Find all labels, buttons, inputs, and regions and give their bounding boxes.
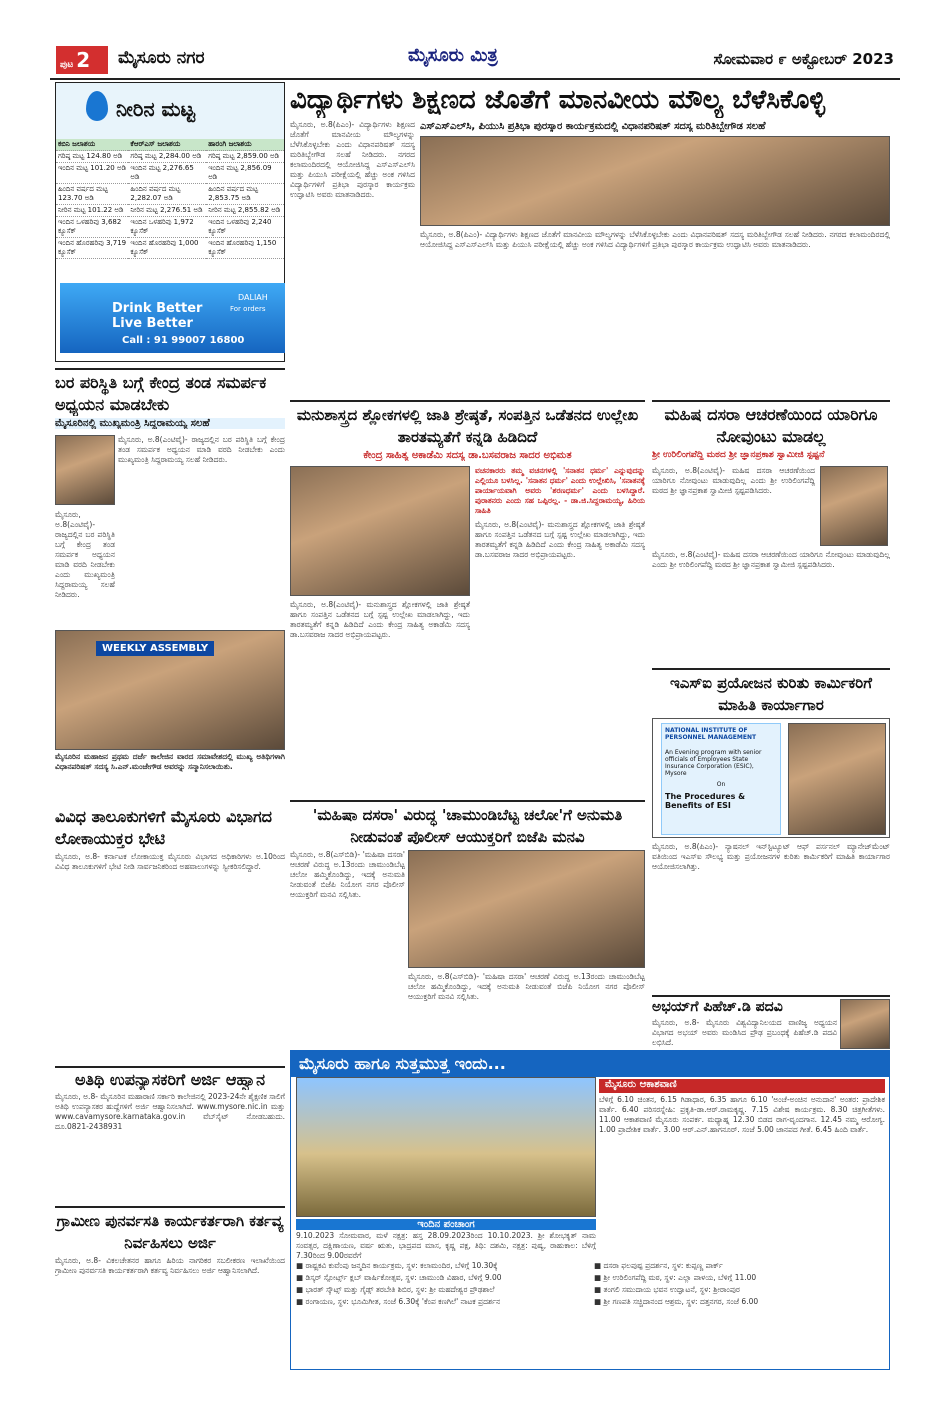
- drought-headline: ಬರ ಪರಿಸ್ಥಿತಿ ಬಗ್ಗೆ ಕೇಂದ್ರ ತಂಡ ಸಮರ್ಪಕ ಅಧ್ಯಯನ ಮಾಡಬೇಕು: [55, 373, 267, 414]
- rural-body: ಮೈಸೂರು, ಅ.8- ವಿಕಲಚೇತನರ ಹಾಗೂ ಹಿರಿಯ ನಾಗರಿಕರ ಸಬಲೀಕರಣ ಇಲಾಖೆಯಿಂದ ಗ್ರಾಮೀಣ ಪುನರ್ವಸತಿ ಕಾರ್ಯಕರ್ತರಾಗಿ ಕರ್ತವ್ಯ ನಿರ್ವಹಿಸಲು ಅರ್ಜಿ ಆಹ್ವಾನಿಸಲಾಗಿದೆ.: [55, 1256, 285, 1275]
- page-number: 2: [76, 48, 91, 72]
- award-ceremony-photo: [420, 136, 890, 226]
- manu-headline: ಮನುಶಾಸ್ತ್ರದ ಶ್ಲೋಕಗಳಲ್ಲಿ ಜಾತಿ ಶ್ರೇಷ್ಠತೆ, ಸಂಪತ್ತಿನ ಒಡೆತನದ ಉಲ್ಲೇಖ ತಾರತಮ್ಯತೆಗೆ ಕನ್ನಡಿ ಹಿಡಿದಿದೆ: [296, 406, 639, 446]
- page-number-badge: [56, 46, 108, 74]
- water-drop-icon: [86, 91, 108, 121]
- mahisha-body-2: ಮೈಸೂರು, ಅ.8(ಎಂಟಿವೈ)- ಮಹಿಷ ದಸರಾ ಆಚರಣೆಯಿಂದ ಯಾರಿಗೂ ನೋವುಂಟು ಮಾಡುವುದಿಲ್ಲ ಎಂದು ಶ್ರೀ ಉರಿಲಿಂಗಪೆದ್ದಿ ಮಠದ ಶ್ರೀ ಜ್ಞಾನಪ್ರಕಾಶ ಸ್ವಾಮೀಜಿ ಸ್ಪಷ್ಟಪಡಿಸಿದರು.: [652, 550, 890, 569]
- cell: ಇಂದಿನ ಒಳಹರಿವು 3,682 ಕ್ಯೂಸೆಕ್: [56, 217, 128, 238]
- chamundi-body: ಮೈಸೂರು, ಅ.8(ಎಸ್‌ಬಿಡಿ)- 'ಮಹಿಷಾ ದಸರಾ' ಆಚರಣೆ ವಿರುದ್ಧ ಅ.13ರಂದು ಚಾಮುಂಡಿಬೆಟ್ಟ ಚಲೋ ಹಮ್ಮಿಕೊಂಡಿದ್ದು, ಇದಕ್ಕೆ ಅನುಮತಿ ನೀಡುವಂತೆ ಬಿಜೆಪಿ ನಿಯೋಗ ನಗರ ಪೊಲೀಸ್ ಆಯುಕ್ತರಿಗೆ ಮನವಿ ಸಲ್ಲಿಸಿತು.: [290, 850, 405, 899]
- chamundi-body-2: ಮೈಸೂರು, ಅ.8(ಎಸ್‌ಬಿಡಿ)- 'ಮಹಿಷಾ ದಸರಾ' ಆಚರಣೆ ವಿರುದ್ಧ ಅ.13ರಂದು ಚಾಮುಂಡಿಬೆಟ್ಟ ಚಲೋ ಹಮ್ಮಿಕೊಂಡಿದ್ದು, ಇದಕ್ಕೆ ಅನುಮತಿ ನೀಡುವಂತೆ ಬಿಜೆಪಿ ನಿಯೋಗ ನಗರ ಪೊಲೀಸ್ ಆಯುಕ್ತರಿಗೆ ಮನವಿ ಸಲ್ಲಿಸಿತು.: [408, 972, 645, 1001]
- page-label: ಪುಟ: [60, 60, 74, 70]
- cell: ಹಿಂದಿನ ವರ್ಷದ ಮಟ್ಟ 2,282.07 ಅಡಿ: [128, 184, 206, 205]
- radio-schedule: ಬೆಳಿಗ್ಗೆ 6.10 ಚಿಂತನ, 6.15 ಗಿಡಾಧಾರ, 6.35 ಹಾಗೂ 6.10 'ಅಂಚೆ-ಅಂಚಿನ ಅನುದಾನ' ಅಂತರ: ಪ್ರಾದೇಶಿಕ ವಾರ್ತೆ. 6.40 ಪರಿಸರಸ್ನೇಹಿ: ಪ್ರಕೃತಿ-ಡಾ.ಆರ್.ರಾಮಕೃಷ್ಣ. 7.15 ವಿಶೇಷ ಕಾರ್ಯಕ್ರಮ. 8.30 ಚಿತ್ರಗೀತೆಗಳು. 11.00 ಆಕಾಶವಾಣಿ ಮೈಸೂರು ಸಂಪರ್ಕ. ಮಧ್ಯಾಹ್ನ 12.30 ಬಿಡದ ರಾಗ-ವೃಂದಗಾನ. 12.45 ನಮ್ಮ ಆರೋಗ್ಯ. 1.00 ಪ್ರಾದೇಶಿಕ ವಾರ್ತೆ. 3.00 ಆರ್.ಎನ್.ಹಾಗನೂರ್. ಸಂಜೆ 5.00 ಜಾನಪದ ಗೀತೆ. 6.45 ಹಿಂದಿ ವಾರ್ತೆ.: [599, 1095, 885, 1134]
- col-head: ಕೆಆರ್‌ಎಸ್ ಜಲಾಶಯ: [128, 139, 206, 151]
- col-head: ಹಾರಂಗಿ ಜಲಾಶಯ: [206, 139, 284, 151]
- cm-portrait-photo: [55, 435, 115, 505]
- event-item: ■ ದಸರಾ ಫಲಪುಷ್ಪ ಪ್ರದರ್ಶನ, ಸ್ಥಳ: ಕುಪ್ಪಣ್ಣ ಪಾರ್ಕ್: [594, 1261, 723, 1270]
- ad-order: For orders: [230, 305, 266, 313]
- phd-headline: ಅಭಯ್‌ಗೆ ಪಿಹೆಚ್.ಡಿ ಪದವಿ: [652, 999, 783, 1015]
- esi-banner-bottom: The Procedures & Benefits of ESI: [665, 792, 746, 810]
- masthead: ಮೈಸೂರು ಮಿತ್ರ: [408, 45, 498, 66]
- swamiji-photo: [820, 466, 888, 546]
- section-title: ಮೈಸೂರು ನಗರ: [118, 48, 205, 68]
- mahisha-body: ಮೈಸೂರು, ಅ.8(ಎಂಟಿವೈ)- ಮಹಿಷ ದಸರಾ ಆಚರಣೆಯಿಂದ ಯಾರಿಗೂ ನೋವುಂಟು ಮಾಡುವುದಿಲ್ಲ ಎಂದು ಶ್ರೀ ಉರಿಲಿಂಗಪೆದ್ದಿ ಮಠದ ಶ್ರೀ ಜ್ಞಾನಪ್ರಕಾಶ ಸ್ವಾಮೀಜಿ ಸ್ಪಷ್ಟಪಡಿಸಿದರು.: [652, 466, 815, 495]
- cell: ನೀರಿನ ಮಟ್ಟ 101.22 ಅಡಿ: [56, 205, 128, 217]
- main-body: ಮೈಸೂರು, ಅ.8(ಪಿಎಂ)- ವಿದ್ಯಾರ್ಥಿಗಳು ಶಿಕ್ಷಣದ ಜೊತೆಗೆ ಮಾನವೀಯ ಮೌಲ್ಯಗಳನ್ನು ಬೆಳೆಸಿಕೊಳ್ಳಬೇಕು ಎಂದು ವಿಧಾನಪರಿಷತ್ ಸದಸ್ಯ ಮರಿತಿಬ್ಬೇಗೌಡ ಸಲಹೆ ನೀಡಿದರು. ನಗರದ ಕಲಾಮಂದಿರದಲ್ಲಿ ಆಯೋಜಿಸಿದ್ದ ಎಸ್‌ಎಸ್‌ಎಲ್‌ಸಿ ಮತ್ತು ಪಿಯುಸಿ ಪರೀಕ್ಷೆಯಲ್ಲಿ ಹೆಚ್ಚು ಅಂಕ ಗಳಿಸಿದ ವಿದ್ಯಾರ್ಥಿಗಳಿಗೆ ಪ್ರತಿಭಾ ಪುರಸ್ಕಾರ ಕಾರ್ಯಕ್ರಮ ಉದ್ಘಾಟಿಸಿ ಅವರು ಮಾತನಾಡಿದರು.: [290, 120, 415, 199]
- assembly-photo: [55, 630, 285, 750]
- cell: ಗರಿಷ್ಠ ಮಟ್ಟ 2,859.00 ಅಡಿ: [206, 151, 284, 163]
- mahisha-sub: ಶ್ರೀ ಉರಿಲಿಂಗಪೆದ್ದಿ ಮಠದ ಶ್ರೀ ಜ್ಞಾನಪ್ರಕಾಶ ಸ್ವಾಮೀಜಿ ಸ್ಪಷ್ಟನೆ: [652, 450, 825, 460]
- cell: ನೀರಿನ ಮಟ್ಟ 2,855.82 ಅಡಿ: [206, 205, 284, 217]
- event-item: ■ ಡಿಸ್ಕರ್ ಸ್ಪೋರ್ಟ್ಸ್ ಕ್ಲಬ್ ವಾರ್ಷಿಕೋತ್ಸವ, ಸ್ಥಳ: ಚಾಮುಂಡಿ ವಿಹಾರ, ಬೆಳಿಗ್ಗೆ 9.00: [296, 1273, 502, 1282]
- cell: ಗರಿಷ್ಠ ಮಟ್ಟ 2,284.00 ಅಡಿ: [128, 151, 206, 163]
- abhay-photo: [840, 999, 890, 1049]
- cell: ನೀರಿನ ಮಟ್ಟ 2,276.51 ಅಡಿ: [128, 205, 206, 217]
- ad-brand: DALIAH: [238, 293, 268, 302]
- main-headline: ವಿದ್ಯಾರ್ಥಿಗಳು ಶಿಕ್ಷಣದ ಜೊತೆಗೆ ಮಾನವೀಯ ಮೌಲ್ಯ ಬೆಳೆಸಿಕೊಳ್ಳಿ: [290, 85, 826, 115]
- water-level-header: [56, 83, 284, 139]
- lokayukta-body: ಮೈಸೂರು, ಅ.8- ಕರ್ನಾಟಕ ಲೋಕಾಯುಕ್ತ ಮೈಸೂರು ವಿಭಾಗದ ಅಧಿಕಾರಿಗಳು ಅ.10ರಿಂದ ವಿವಿಧ ತಾಲೂಕುಗಳಿಗೆ ಭೇಟಿ ನೀಡಿ ಸಾರ್ವಜನಿಕರಿಂದ ಅಹವಾಲುಗಳನ್ನು ಸ್ವೀಕರಿಸಲಿದ್ದಾರೆ.: [55, 852, 285, 871]
- esi-banner-mid: An Evening program with senior officials of Employees State Insurance Corporation (ESIC), Mysore: [665, 749, 762, 777]
- issue-date: ಸೋಮವಾರ ೯ ಅಕ್ಟೋಬರ್ 2023: [713, 50, 894, 68]
- main-subheadline: ಎಸ್‌ಎಸ್‌ಎಲ್‌ಸಿ, ಪಿಯುಸಿ ಪ್ರತಿಭಾ ಪುರಸ್ಕಾರ ಕಾರ್ಯಕ್ರಮದಲ್ಲಿ ವಿಧಾನಪರಿಷತ್ ಸದಸ್ಯ ಮರಿತಿಬ್ಬೇಗೌಡ ಸಲಹೆ: [420, 121, 766, 132]
- cell: ಇಂದಿನ ಹೊರಹರಿವು 1,150 ಕ್ಯೂಸೆಕ್: [206, 238, 284, 259]
- lokayukta-headline: ವಿವಿಧ ತಾಲೂಕುಗಳಿಗೆ ಮೈಸೂರು ವಿಭಾಗದ ಲೋಕಾಯುಕ್ತರ ಭೇಟಿ: [55, 807, 273, 848]
- panchanga-text: 9.10.2023 ಸೋಮವಾರ, ಮಳೆ ನಕ್ಷತ್ರ: ಹಸ್ತ 28.09.2023ರಿಂದ 10.10.2023. ಶ್ರೀ ಶೋಭಕೃತ್ ನಾಮ ಸಂವತ್ಸರ, ದಕ್ಷಿಣಾಯಣ, ವರ್ಷ ಋತು, ಭಾದ್ರಪದ ಮಾಸ, ಕೃಷ್ಣ ಪಕ್ಷ, ತಿಥಿ: ದಶಮಿ, ನಕ್ಷತ್ರ: ಪುಷ್ಯ, ರಾಹುಕಾಲ: ಬೆಳಿಗ್ಗೆ 7.30ರಿಂದ 9.00ರವರೆಗೆ: [296, 1231, 596, 1259]
- guest-headline: ಅತಿಥಿ ಉಪನ್ಯಾಸಕರಿಗೆ ಅರ್ಜಿ ಆಹ್ವಾನ: [75, 1070, 265, 1089]
- water-bottle-ad: [60, 283, 285, 353]
- mysore-palace-photo: [296, 1077, 596, 1217]
- cell: ಇಂದಿನ ಹೊರಹರಿವು 3,719 ಕ್ಯೂಸೆಕ್: [56, 238, 128, 259]
- event-item: ■ ತಂಗಲಿ ಸಮುದಾಯ ಭವನ ಉದ್ಘಾಟನೆ, ಸ್ಥಳ: ಶ್ರೀರಾಂಪುರ: [594, 1285, 740, 1294]
- today-banner: ಮೈಸೂರು ಹಾಗೂ ಸುತ್ತಮುತ್ತ ಇಂದು...: [291, 1051, 889, 1077]
- ad-phone: Call : 91 99007 16800: [122, 335, 245, 346]
- drought-sub: ಮೈಸೂರಿನಲ್ಲಿ ಮುಖ್ಯಮಂತ್ರಿ ಸಿದ್ದರಾಮಯ್ಯ ಸಲಹೆ: [55, 418, 285, 429]
- rural-headline: ಗ್ರಾಮೀಣ ಪುನರ್ವಸತಿ ಕಾರ್ಯಕರ್ತರಾಗಿ ಕರ್ತವ್ಯ ನಿರ್ವಹಿಸಲು ಅರ್ಜಿ: [56, 1212, 284, 1252]
- water-level-title: ನೀರಿನ ಮಟ್ಟ: [116, 97, 196, 121]
- event-item: ■ ಶ್ರೀ ಉರಿಲಿಂಗಪೆದ್ದಿ ಮಠ, ಸ್ಥಳ: ಎಲ್ಲಾ ಪಾಳಯ, ಬೆಳಿಗ್ಗೆ 11.00: [594, 1273, 757, 1282]
- assembly-caption: ಮೈಸೂರಿನ ಮಹಾಜನ ಪ್ರಥಮ ದರ್ಜೆ ಕಾಲೇಜಿನ ವಾರದ ಸಮಾವೇಶದಲ್ಲಿ ಮುಖ್ಯ ಅತಿಥಿಗಳಾಗಿ ವಿಧಾನಪರಿಷತ್ ಸದಸ್ಯ ಸಿ.ಎನ್.ಮಂಜೇಗೌಡ ಅವರನ್ನು ಸನ್ಮಾನಿಸಲಾಯಿತು.: [55, 752, 285, 771]
- event-item: ■ ಶ್ರೀ ಗಣಪತಿ ಸಚ್ಚಿದಾನಂದ ಆಶ್ರಮ, ಸ್ಥಳ: ದತ್ತನಗರ, ಸಂಜೆ 6.00: [594, 1297, 759, 1306]
- event-item: ■ ರಂಗಾಯಣ, ಸ್ಥಳ: ಭೂಮಿಗೀತ, ಸಂಜೆ 6.30ಕ್ಕೆ 'ಕೆಂಪ ಕಣಗಿಲೆ' ನಾಟಕ ಪ್ರದರ್ಶನ: [296, 1297, 501, 1306]
- manu-quote: ವಚನಕಾರರು ತಮ್ಮ ವಚನಗಳಲ್ಲಿ 'ಸನಾತನ ಧರ್ಮ' ಎನ್ನುವುದನ್ನು ಎಲ್ಲಿಯೂ ಬಳಸಿಲ್ಲ. 'ಸನಾತನ ಧರ್ಮ' ಎಂದು ಉಲ್ಲೇಖಿಸಿ, 'ಸನಾತನಕ್ಕೆ ಪಾರ್ಯಾಯವಾಗಿ ಅವರು 'ಶರಣಧರ್ಮ' ಎಂದು ಬಳಸಿದ್ದಾರೆ. ಪುರಾತನರು ಎಂದು ಸಹ ಒಪ್ಪಿರಲ್ಲ. - ಡಾ.ಜಿ.ಸಿದ್ದರಾಮಯ್ಯ, ಹಿರಿಯ ಸಾಹಿತಿ: [475, 466, 645, 515]
- guest-body: ಮೈಸೂರು, ಅ.8- ಮೈಸೂರಿನ ಮಹಾರಾಣಿ ಸರ್ಕಾರಿ ಕಾಲೇಜಿನಲ್ಲಿ 2023-24ನೇ ಶೈಕ್ಷಣಿಕ ಸಾಲಿಗೆ ಅತಿಥಿ ಉಪನ್ಯಾಸಕರ ಹುದ್ದೆಗಳಿಗೆ ಅರ್ಜಿ ಆಹ್ವಾನಿಸಲಾಗಿದೆ. www.mysore.nic.in ಮತ್ತು www.cavamysore.karnataka.gov.in ವೆಬ್‌ಸೈಟ್ ನೋಡಬಹುದು. ದೂ.0821-2438931: [55, 1092, 285, 1131]
- mahisha-headline: ಮಹಿಷ ದಸರಾ ಆಚರಣೆಯಿಂದ ಯಾರಿಗೂ ನೋವುಂಟು ಮಾಡಲ್ಲ: [664, 405, 878, 446]
- ad-line2: Live Better: [112, 316, 193, 331]
- today-box: [290, 1050, 890, 1370]
- water-level-table: [56, 139, 284, 259]
- cell: ಇಂದಿನ ಒಳಹರಿವು 2,240 ಕ್ಯೂಸೆಕ್: [206, 217, 284, 238]
- cell: ಇಂದಿನ ಒಳಹರಿವು 1,972 ಕ್ಯೂಸೆಕ್: [128, 217, 206, 238]
- esi-banner-top: NATIONAL INSTITUTE OF PERSONNEL MANAGEMENT: [665, 727, 757, 741]
- phd-body: ಮೈಸೂರು, ಅ.8- ಮೈಸೂರು ವಿಶ್ವವಿದ್ಯಾನಿಲಯದ ವಾಣಿಜ್ಯ ಅಧ್ಯಯನ ವಿಭಾಗದ ಅಭಯ್ ಅವರು ಮಂಡಿಸಿದ ಪ್ರೌಢ ಪ್ರಬಂಧಕ್ಕೆ ಪಿಹೆಚ್.ಡಿ ಪದವಿ ಲಭಿಸಿದೆ.: [652, 1018, 837, 1047]
- assembly-banner: WEEKLY ASSEMBLY: [96, 641, 214, 656]
- col-head: ಕಬಿನಿ ಜಲಾಶಯ: [56, 139, 128, 151]
- drought-body-2: ಮೈಸೂರು, ಅ.8(ಎಂಟಿವೈ)- ರಾಜ್ಯದಲ್ಲಿನ ಬರ ಪರಿಸ್ಥಿತಿ ಬಗ್ಗೆ ಕೇಂದ್ರ ತಂಡ ಸಮರ್ಪಕ ಅಧ್ಯಯನ ಮಾಡಿ ವರದಿ ನೀಡಬೇಕು ಎಂದು ಮುಖ್ಯಮಂತ್ರಿ ಸಿದ್ದರಾಮಯ್ಯ ಸಲಹೆ ನೀಡಿದರು.: [55, 510, 115, 599]
- event-item: ■ ರಾಷ್ಟ್ರಕವಿ ಕುವೆಂಪು ಜನ್ಮದಿನ ಕಾರ್ಯಕ್ರಮ, ಸ್ಥಳ: ಕಲಾಮಂದಿರ, ಬೆಳಿಗ್ಗೆ 10.30ಕ್ಕೆ: [296, 1261, 498, 1270]
- cell: ಇಂದಿನ ಮಟ್ಟ 2,856.09 ಅಡಿ: [206, 163, 284, 184]
- main-body-cont: ಮೈಸೂರು, ಅ.8(ಪಿಎಂ)- ವಿದ್ಯಾರ್ಥಿಗಳು ಶಿಕ್ಷಣದ ಜೊತೆಗೆ ಮಾನವೀಯ ಮೌಲ್ಯಗಳನ್ನು ಬೆಳೆಸಿಕೊಳ್ಳಬೇಕು ಎಂದು ವಿಧಾನಪರಿಷತ್ ಸದಸ್ಯ ಮರಿತಿಬ್ಬೇಗೌಡ ಸಲಹೆ ನೀಡಿದರು. ನಗರದ ಕಲಾಮಂದಿರದಲ್ಲಿ ಆಯೋಜಿಸಿದ್ದ ಎಸ್‌ಎಸ್‌ಎಲ್‌ಸಿ ಮತ್ತು ಪಿಯುಸಿ ಪರೀಕ್ಷೆಯಲ್ಲಿ ಹೆಚ್ಚು ಅಂಕ ಗಳಿಸಿದ ವಿದ್ಯಾರ್ಥಿಗಳಿಗೆ ಪ್ರತಿಭಾ ಪುರಸ್ಕಾರ ಕಾರ್ಯಕ್ರಮ ಉದ್ಘಾಟಿಸಿ ಅವರು ಮಾತನಾಡಿದರು.: [420, 230, 890, 249]
- esi-body: ಮೈಸೂರು, ಅ.8(ಪಿಎಂ)- ನ್ಯಾಷನಲ್ ಇನ್‌ಸ್ಟಿಟ್ಯೂಟ್ ಆಫ್ ಪರ್ಸನಲ್ ಮ್ಯಾನೇಜ್‌ಮೆಂಟ್ ವತಿಯಿಂದ ಇಎಸ್‌ಐ ಸೌಲಭ್ಯ ಮತ್ತು ಪ್ರಯೋಜನಗಳ ಕುರಿತು ಕಾರ್ಮಿಕರಿಗೆ ಮಾಹಿತಿ ಕಾರ್ಯಾಗಾರ ಆಯೋಜಿಸಲಾಗಿತ್ತು.: [652, 842, 890, 871]
- manu-body-right: ಮೈಸೂರು, ಅ.8(ಎಂಟಿವೈ)- ಮನುಶಾಸ್ತ್ರದ ಶ್ಲೋಕಗಳಲ್ಲಿ ಜಾತಿ ಶ್ರೇಷ್ಠತೆ ಹಾಗೂ ಸಂಪತ್ತಿನ ಒಡೆತನದ ಬಗ್ಗೆ ಸ್ಪಷ್ಟ ಉಲ್ಲೇಖ ಮಾಡಲಾಗಿದ್ದು, ಇದು ತಾರತಮ್ಯತೆಗೆ ಕನ್ನಡಿ ಹಿಡಿದಿದೆ ಎಂದು ಕೇಂದ್ರ ಸಾಹಿತ್ಯ ಅಕಾಡೆಮಿ ಸದಸ್ಯ ಡಾ.ಬಸವರಾಜ ಸಾದರ ಅಭಿಪ್ರಾಯಪಟ್ಟರು.: [475, 520, 645, 559]
- manu-body: ಮೈಸೂರು, ಅ.8(ಎಂಟಿವೈ)- ಮನುಶಾಸ್ತ್ರದ ಶ್ಲೋಕಗಳಲ್ಲಿ ಜಾತಿ ಶ್ರೇಷ್ಠತೆ ಹಾಗೂ ಸಂಪತ್ತಿನ ಒಡೆತನದ ಬಗ್ಗೆ ಸ್ಪಷ್ಟ ಉಲ್ಲೇಖ ಮಾಡಲಾಗಿದ್ದು, ಇದು ತಾರತಮ್ಯತೆಗೆ ಕನ್ನಡಿ ಹಿಡಿದಿದೆ ಎಂದು ಕೇಂದ್ರ ಸಾಹಿತ್ಯ ಅಕಾಡೆಮಿ ಸದಸ್ಯ ಡಾ.ಬಸವರಾಜ ಸಾದರ ಅಭಿಪ್ರಾಯಪಟ್ಟರು.: [290, 600, 470, 639]
- page-header: [50, 40, 900, 80]
- panchanga-title: ಇಂದಿನ ಪಂಚಾಂಗ: [296, 1219, 596, 1230]
- cell: ಇಂದಿನ ಹೊರಹರಿವು 1,000 ಕ್ಯೂಸೆಕ್: [128, 238, 206, 259]
- cell: ಗರಿಷ್ಠ ಮಟ್ಟ 124.80 ಅಡಿ: [56, 151, 128, 163]
- events-list: [296, 1261, 884, 1367]
- cell: ಇಂದಿನ ಮಟ್ಟ 2,276.65 ಅಡಿ: [128, 163, 206, 184]
- esi-banner-on: On: [716, 781, 726, 788]
- event-item: ■ ಭಾರತ್ ಸ್ಕೌಟ್ಸ್ ಮತ್ತು ಗೈಡ್ಸ್ ತರಬೇತಿ ಶಿಬಿರ, ಸ್ಥಳ: ಶ್ರೀ ಮಹದೇಶ್ವರ ಪ್ರೌಢಶಾಲೆ: [296, 1285, 495, 1294]
- radio-title: ಮೈಸೂರು ಆಕಾಶವಾಣಿ: [599, 1079, 885, 1093]
- cell: ಹಿಂದಿನ ವರ್ಷದ ಮಟ್ಟ 2,853.75 ಅಡಿ: [206, 184, 284, 205]
- ad-line1: Drink Better: [112, 301, 203, 316]
- chamundi-headline: 'ಮಹಿಷಾ ದಸರಾ' ವಿರುದ್ಧ 'ಚಾಮುಂಡಿಬೆಟ್ಟ ಚಲೋ'ಗೆ ಅನುಮತಿ ನೀಡುವಂತೆ ಪೊಲೀಸ್ ಆಯುಕ್ತರಿಗೆ ಬಿಜೆಪಿ ಮನವಿ: [312, 806, 623, 846]
- cell: ಇಂದಿನ ಮಟ್ಟ 101.20 ಅಡಿ: [56, 163, 128, 184]
- cell: ಹಿಂದಿನ ವರ್ಷದ ಮಟ್ಟ 123.70 ಅಡಿ: [56, 184, 128, 205]
- drought-body: ಮೈಸೂರು, ಅ.8(ಎಂಟಿವೈ)- ರಾಜ್ಯದಲ್ಲಿನ ಬರ ಪರಿಸ್ಥಿತಿ ಬಗ್ಗೆ ಕೇಂದ್ರ ತಂಡ ಸಮರ್ಪಕ ಅಧ್ಯಯನ ಮಾಡಿ ವರದಿ ನೀಡಬೇಕು ಎಂದು ಮುಖ್ಯಮಂತ್ರಿ ಸಿದ್ದರಾಮಯ್ಯ ಸಲಹೆ ನೀಡಿದರು.: [118, 435, 285, 464]
- esi-photo: [652, 718, 890, 838]
- speaker-photo: [290, 466, 470, 596]
- manu-sub: ಕೇಂದ್ರ ಸಾಹಿತ್ಯ ಅಕಾಡೆಮಿ ಸದಸ್ಯ ಡಾ.ಬಸವರಾಜ ಸಾದರ ಅಭಿಮತ: [363, 450, 572, 461]
- esi-headline: ಇಎಸ್‌ಐ ಪ್ರಯೋಜನ ಕುರಿತು ಕಾರ್ಮಿಕರಿಗೆ ಮಾಹಿತಿ ಕಾರ್ಯಾಗಾರ: [670, 674, 872, 714]
- bjp-delegation-photo: [408, 850, 645, 968]
